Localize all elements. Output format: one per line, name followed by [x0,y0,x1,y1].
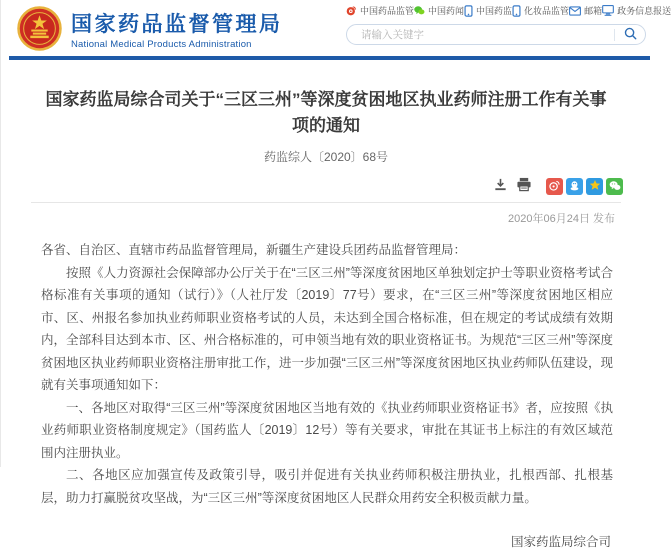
mobile-app-icon [464,5,473,17]
menu-item-drug-app[interactable]: 中国药监 [464,4,512,17]
weibo-icon [346,5,357,16]
article-toolbar [1,177,623,195]
download-icon [493,177,508,195]
menu-item-mailbox[interactable]: 邮箱 [569,4,602,17]
share-weibo-icon [549,179,560,194]
download-button[interactable] [493,177,508,195]
notice-article [1,61,651,550]
share-wechat-button[interactable] [606,178,623,195]
paragraph-background: 按照《人力资源社会保障部办公厅关于在“三区三州”等深度贫困地区单独划定护士等职业资格考试合格标准有关事项的通知（试行）》（人社厅发〔2019〕77号）要求，在“三区三州”等深度贫困地区相应市、区、州报名参加执业药师职业资格考试的人员，未达到全国合格标准，但在规定的考试成绩有效期内，全部科目达到本市、区、州合格标准的，可申领当地有效的职业资格证书。为规范“三区三州”等深度贫困地区执业药师职业资格注册审批工作，进一步加强“三区三州”等深度贫困地区执业药师队伍建设，现就有关事项通知如下： [41,265,613,392]
search-icon [624,27,637,43]
article-body [41,239,613,509]
site-header [1,0,671,57]
paragraph-salutation: 各省、自治区、直辖市药品监督管理局，新疆生产建设兵团药品监督管理局： [41,243,467,257]
title-body-divider [31,202,621,203]
wechat-icon [414,5,425,16]
share-buttons [546,178,623,195]
menu-item-drug-news-wechat[interactable]: 中国药闻 [414,4,464,17]
header-divider-bar [9,56,650,60]
share-weibo-button[interactable] [546,178,563,195]
issuing-department-signature: 国家药监局综合司 [510,535,611,549]
mail-icon [569,6,581,16]
search-input[interactable] [347,29,614,41]
top-utility-menu [346,4,671,17]
publish-date: 2020年06月24日 发布 [508,213,615,225]
site-title: 国家药品监督管理局 [71,12,283,36]
site-search [346,24,646,45]
menu-item-cosmetics-app[interactable]: 化妆品监管 [512,4,569,17]
share-wechat-icon [609,179,621,194]
menu-item-gov-info-report[interactable]: 政务信息报送 [602,4,671,17]
print-button[interactable] [516,177,532,195]
share-qzone-button[interactable] [586,178,603,195]
search-button[interactable] [615,25,645,44]
paragraph-item-1: 一、各地区对取得“三区三州”等深度贫困地区当地有效的《执业药师职业资格证书》者，应按照《执业药师职业资格制度规定》（国药监人〔2019〕12号）等有关要求，审批在其证书上标注的有效区域范围内注册执业。 [41,400,613,460]
paragraph-item-2: 二、各地区应加强宣传及政策引导，吸引并促进有关执业药师积极注册执业，扎根西部、扎根基层，助力打赢脱贫攻坚战，为“三区三州”等深度贫困地区人民群众用药安全积极贡献力量。 [41,468,613,505]
site-logo[interactable] [17,6,283,56]
menu-item-drug-regulation-weibo[interactable]: 中国药品监管 [346,4,414,17]
national-emblem-icon [17,6,62,56]
site-subtitle: National Medical Products Administration [71,38,252,50]
article-title: 国家药监局综合司关于“三区三州”等深度贫困地区执业药师注册工作有关事项的通知 [45,90,607,135]
monitor-icon [602,5,614,16]
document-number: 药监综人〔2020〕68号 [263,150,389,164]
share-qzone-icon [589,179,601,194]
mobile-app-icon [512,5,521,17]
share-tencent-weibo-button[interactable] [566,178,583,195]
print-icon [516,177,532,195]
share-tencent-weibo-icon [569,179,580,194]
